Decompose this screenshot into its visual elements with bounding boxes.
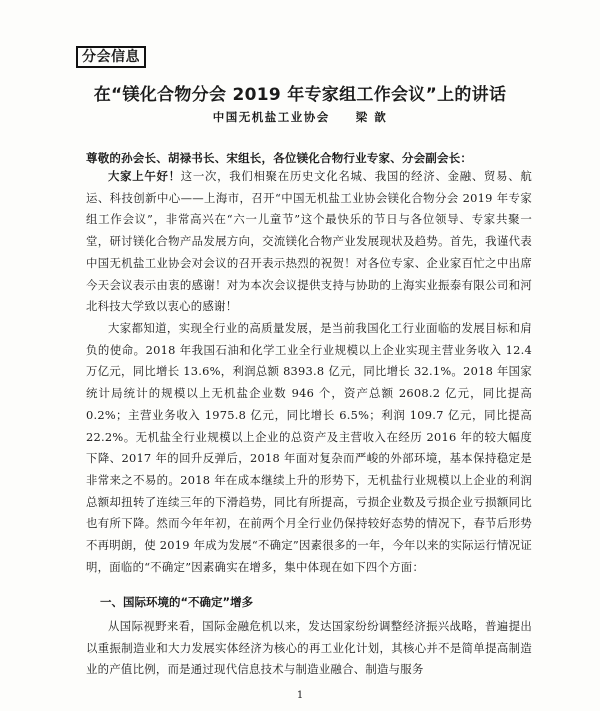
section-tag: 分会信息: [76, 46, 146, 68]
byline: [0, 109, 600, 125]
paragraph-opening-lead: 大家上午好！: [108, 169, 181, 183]
greeting: 尊敬的孙会长、胡禄书长、宋组长，各位镁化合物行业专家、分会副会长：: [86, 151, 473, 165]
paragraph-international: 从国际视野来看，国际金融危机以来，发达国家纷纷调整经济振兴战略，普遍提出以重振制造业和大力发展实体经济为核心的再工业化计划，其核心并不是简单提高制造业的产值比例，而是通过现代信息技术与制造业融合、制造与服务: [86, 619, 532, 677]
paragraph-opening: [86, 166, 532, 318]
byline-organization: 中国无机盐工业协会: [212, 110, 330, 124]
paragraph-industry-overview: 大家都知道，实现全行业的高质量发展，是当前我国化工行业面临的发展目标和肩负的使命。2018 年我国石油和化学工业全行业规模以上企业实现主营业务收入 12.4 万亿元，同比增长 13.6%，利润总额 8393.8 亿元，同比增长 32.1%。2018 年国家统计局统计的规模以上无机盐企业数 946 个，资产总额 2608.2 亿元，同比提高 0.2%；主营业务收入 1975.8 亿元，同比增长 6.5%；利润 109.7 亿元，同比提高 22.2%。无机盐全行业规模以上企业的总资产及主营收入在经历 2016 年的较大幅度下降、2017 年的回升反弹后，2018 年面对复杂而严峻的外部环境，基本保持稳定是非常来之不易的。2018 年在成本继续上升的形势下，无机盐行业规模以上企业的利润总额却扭转了连续三年的下滑趋势，同比有所提高，亏损企业数及亏损企业亏损额同比也有所下降。然而今年年初，在前两个月全行业仍保持较好态势的情况下，春节后形势不再明朗，使 2019 年成为发展“不确定”因素很多的一年，今年以来的实际运行情况证明，面临的“不确定”因素确实在增多，集中体现在如下四个方面：: [86, 321, 532, 574]
section-subheading: 一、国际环境的“不确定”增多: [100, 595, 254, 609]
paragraph-opening-body: 这一次，我们相聚在历史文化名城、我国的经济、金融、贸易、航运、科技创新中心——上海市，召开“中国无机盐工业协会镁化合物分会 2019 年专家组工作会议”，非常高兴在“六一儿童节”这个最快乐的节日与各位领导、专家共聚一堂，研讨镁化合物产品发展方向，交流镁化合物产业发展现状及趋势。首先，我谨代表中国无机盐工业协会对会议的召开表示热烈的祝贺！对各位专家、企业家百忙之中出席今天会议表示由衷的感谢！对为本次会议提供支持与协助的上海实业振泰有限公司和河北科技大学致以衷心的感谢！: [86, 169, 532, 314]
byline-author: 梁 歆: [355, 110, 388, 124]
page-title: 在“镁化合物分会 2019 年专家组工作会议”上的讲话: [93, 85, 507, 105]
page-number: 1: [296, 690, 304, 701]
